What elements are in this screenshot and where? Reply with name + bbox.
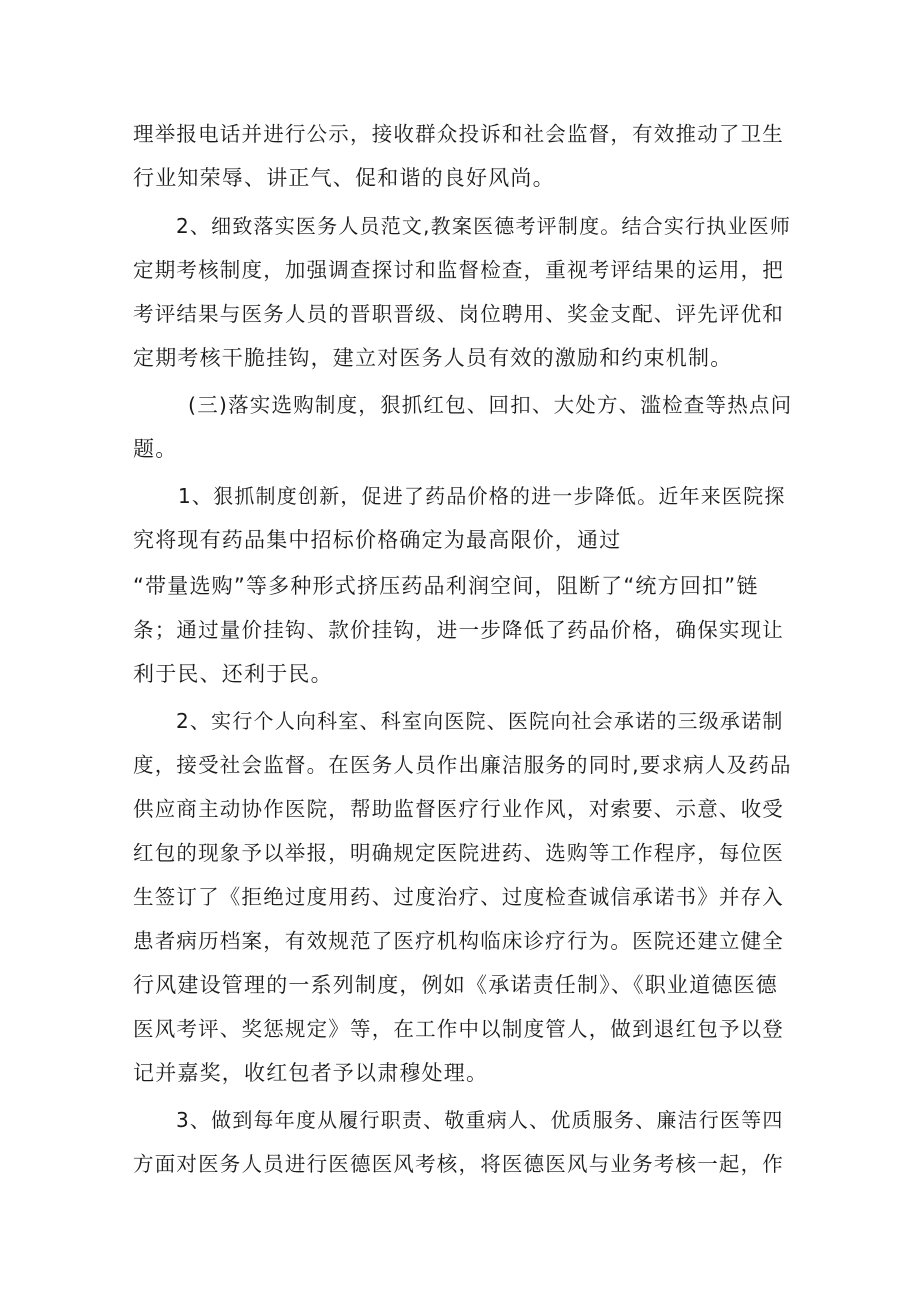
text-line: 医风考评、奖惩规定》等，在工作中以制度管人，做到退红包予以登	[133, 1017, 784, 1041]
text-line: 行风建设管理的一系列制度，例如《承诺责任制》、《职业道德医德	[133, 973, 778, 997]
text-line: 方面对医务人员进行医德医风考核，将医德医风与业务考核一起，作	[133, 1152, 784, 1176]
text-line: 供应商主动协作医院，帮助监督医疗行业作风，对索要、示意、收受	[133, 797, 784, 821]
text-line: 2、细致落实医务人员范文,教案医德考评制度。结合实行执业医师	[176, 214, 792, 238]
text-line: “带量选购”等多种形式挤压药品利润空间，阻断了“统方回扣”链	[133, 574, 759, 598]
text-line: 生签订了《拒绝过度用药、过度治疗、过度检查诚信承诺书》并存入	[133, 885, 784, 909]
text-line: 患者病历档案，有效规范了医疗机构临床诊疗行为。医院还建立健全	[133, 929, 784, 953]
text-line: 行业知荣辱、讲正气、促和谐的良好风尚。	[133, 166, 555, 190]
section-heading: (三)落实选购制度，狠抓红包、回扣、大处方、滥检查等热点问	[188, 393, 793, 417]
text-line: 记并嘉奖，收红包者予以肃穆处理。	[133, 1061, 489, 1085]
text-line: 2、实行个人向科室、科室向医院、医院向社会承诺的三级承诺制	[176, 709, 784, 733]
text-line: 3、做到每年度从履行职责、敬重病人、优质服务、廉洁行医等四	[176, 1108, 784, 1132]
text-line: 度，接受社会监督。在医务人员作出廉洁服务的同时,要求病人及药品	[133, 753, 792, 777]
text-line: 定期考核干脆挂钩，建立对医务人员有效的激励和约束机制。	[133, 346, 733, 370]
text-line: 利于民、还利于民。	[133, 662, 333, 686]
text-line: 题。	[133, 437, 178, 461]
text-line: 红包的现象予以举报，明确规定医院进药、选购等工作程序，每位医	[133, 841, 784, 865]
text-line: 定期考核制度，加强调查探讨和监督检查，重视考评结果的运用，把	[133, 258, 784, 282]
text-line: 究将现有药品集中招标价格确定为最高限价，通过	[133, 528, 622, 552]
text-line: 条；通过量价挂钩、款价挂钩，进一步降低了药品价格，确保实现让	[133, 618, 784, 642]
text-line: 理举报电话并进行公示，接收群众投诉和社会监督，有效推动了卫生	[133, 122, 784, 146]
text-line: 考评结果与医务人员的晋职晋级、岗位聘用、奖金支配、评先评优和	[133, 302, 784, 326]
text-line: 1、狠抓制度创新，促进了药品价格的进一步降低。近年来医院探	[178, 484, 786, 508]
